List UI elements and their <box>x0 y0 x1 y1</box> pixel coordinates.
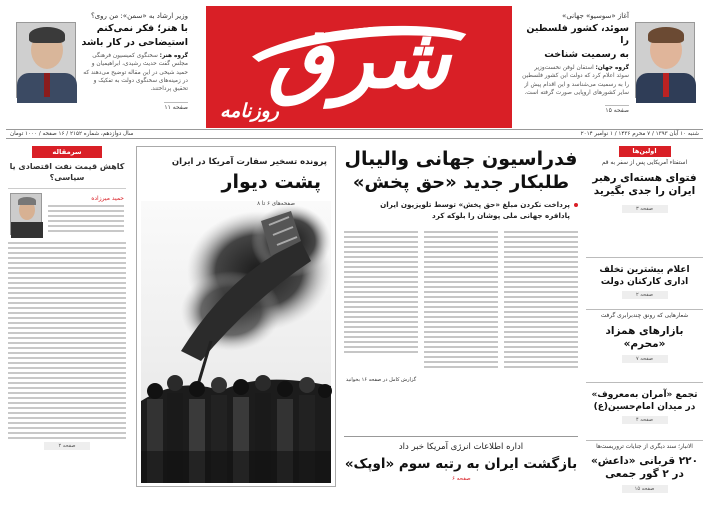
right-story-body-lead: گروه جهان: <box>595 64 629 71</box>
left-story-headline-2: استیضاحی در کار باشد <box>81 36 188 48</box>
lead-subheadline <box>344 200 578 221</box>
left-story-page-ref[interactable]: صفحه ۱۱ <box>164 103 188 111</box>
brief-item[interactable] <box>586 264 703 310</box>
right-story-headline-1: سوئد، کشور فلسطین را <box>526 23 629 46</box>
brief-item[interactable] <box>586 444 703 506</box>
brief-kicker: استفتاء آمریکایی پس از سفر به قم <box>601 160 688 166</box>
left-story-body-lead: گروه هنر: <box>159 52 188 59</box>
left-story-kicker: وزیر ارشاد به «سمن»: من روی؟ <box>90 12 188 20</box>
newspaper-logo[interactable] <box>206 6 512 128</box>
photo-story-title: پشت دیوار <box>221 171 321 193</box>
photo-story-page-ref[interactable]: صفحه‌های ۶ تا ۸ <box>257 201 295 207</box>
lead-story[interactable] <box>344 146 578 487</box>
right-story-kicker: آغاز «سوسیو» جهانی» <box>562 12 629 20</box>
brief-page-ref[interactable]: صفحه ۲ <box>622 291 668 299</box>
brief-page-ref[interactable]: صفحه ۷ <box>622 355 668 363</box>
red-bullet-icon <box>574 203 578 207</box>
author-avatar <box>10 193 42 235</box>
lead-full-report-note[interactable]: گزارش کامل در صفحه ۱۶ بخوانید <box>345 377 417 384</box>
brief-page-ref[interactable]: صفحه ۳ <box>622 205 668 213</box>
brief-headline: ۲۲۰ قربانی «داعش» در ۲ گور جمعی <box>591 454 698 481</box>
photo-story[interactable] <box>136 146 336 487</box>
editorial-author-box <box>8 188 126 238</box>
left-story-headline-1: با هنر؛ فکر نمی‌کنم <box>96 23 188 35</box>
lead-headline-2: طلبکار جدید «حق پخش» <box>352 171 570 193</box>
briefs-tag: اولین‌ها <box>619 146 671 157</box>
editorial-page-ref[interactable]: صفحه ۲ <box>44 442 90 450</box>
brief-page-ref[interactable]: صفحه ۴ <box>622 416 668 424</box>
opec-kicker: اداره اطلاعات انرژی آمریکا خبر داد <box>398 442 524 452</box>
right-story-headline-2: به رسمیت شناخت <box>544 48 629 60</box>
brief-kicker: الانبار؛ سند دیگری از جنایات تروریست‌ها <box>596 444 693 450</box>
lead-headline-1: فدراسیون جهانی والیبال <box>344 148 578 170</box>
right-story-portrait <box>635 22 695 98</box>
right-story-body <box>521 64 629 98</box>
brief-headline: فتوای هسته‌ای رهبر ایران را جدی بگیرید <box>592 171 697 198</box>
issue-date: شنبه ۱۰ آبان ۱۳۹۳ / ۷ محرم ۱۴۳۶ / ۱ نوامبر ۲۰۱۴ <box>580 131 699 137</box>
brief-headline: اعلام بیشترین تخلف اداری کارکنان دولت <box>599 265 690 288</box>
section-divider <box>344 436 578 437</box>
brief-item[interactable] <box>586 313 703 383</box>
lead-subheadline-1: پرداخت نکردن مبلغ «حق پخش» توسط تلویزیون ایران <box>380 200 570 210</box>
left-story-body <box>80 52 188 94</box>
lead-body-column <box>504 231 578 371</box>
logo-wordmark: شرق <box>268 8 450 107</box>
masthead-right-story[interactable] <box>521 8 699 126</box>
brief-kicker: شعارهایی که رونق چندبرابری گرفت <box>600 313 689 319</box>
masthead <box>0 0 709 140</box>
opec-page-ref[interactable]: صفحه ۶ <box>452 476 471 482</box>
right-story-page-ref[interactable]: صفحه ۱۵ <box>605 107 629 115</box>
opec-headline[interactable]: بازگشت ایران به رتبه سوم «اوپک» <box>344 456 578 472</box>
lead-subheadline-2: پادافره جهانی ملی پوشان را بلوکه کرد <box>432 210 570 220</box>
issue-number-price: سال دوازدهم، شماره ۲۱۵۲ / ۱۶ صفحه / ۱۰۰۰ تومان <box>10 131 134 137</box>
right-story-body-text: استفان لوفن نخست‌وزیر سوئد اعلام کرد که دولت این کشور فلسطین را به رسمیت می‌شناسد و این اقدام پیش از سایر کشورهای اروپایی صورت گرفته است. <box>522 64 629 96</box>
embassy-protest-photo <box>141 201 331 483</box>
lead-body-column <box>424 231 498 371</box>
brief-item[interactable] <box>586 389 703 441</box>
left-story-body-text: سخنگوی کمیسیون فرهنگی مجلس گفت حدیث رشیدی، ابراهیمیان و حمید شیخی در این مقاله توضیح می‌دهند که در زمینه‌های سخنگوی دولت به تفکیک و تحقیق پرداختند. <box>83 52 188 93</box>
lead-story-body <box>344 231 578 384</box>
editorial-author: حمید میرزاده <box>91 194 124 202</box>
brief-page-ref[interactable]: صفحه ۱۵ <box>622 485 668 493</box>
editorial-column[interactable] <box>8 146 126 487</box>
brief-headline: بازارهای همزاد «محرم» <box>605 324 684 351</box>
masthead-left-story[interactable] <box>10 8 188 126</box>
issue-info-bar <box>6 129 703 139</box>
editorial-body <box>8 242 126 439</box>
logo-subtitle: روزنامه <box>220 100 279 122</box>
editorial-headline: کاهش قیمت نفت اقتصادی یا سیاسی؟ <box>9 162 125 182</box>
brief-headline: تجمع «آمران به‌معروف» در میدان امام‌حسین(ع) <box>591 390 698 413</box>
photo-story-kicker: پرونده تسخیر سفارت آمریکا در ایران <box>171 157 327 167</box>
lead-body-column <box>344 231 418 356</box>
briefs-column <box>586 146 703 492</box>
editorial-tag: سرمقاله <box>32 146 102 158</box>
left-story-portrait <box>16 22 76 98</box>
brief-item[interactable] <box>586 160 703 258</box>
